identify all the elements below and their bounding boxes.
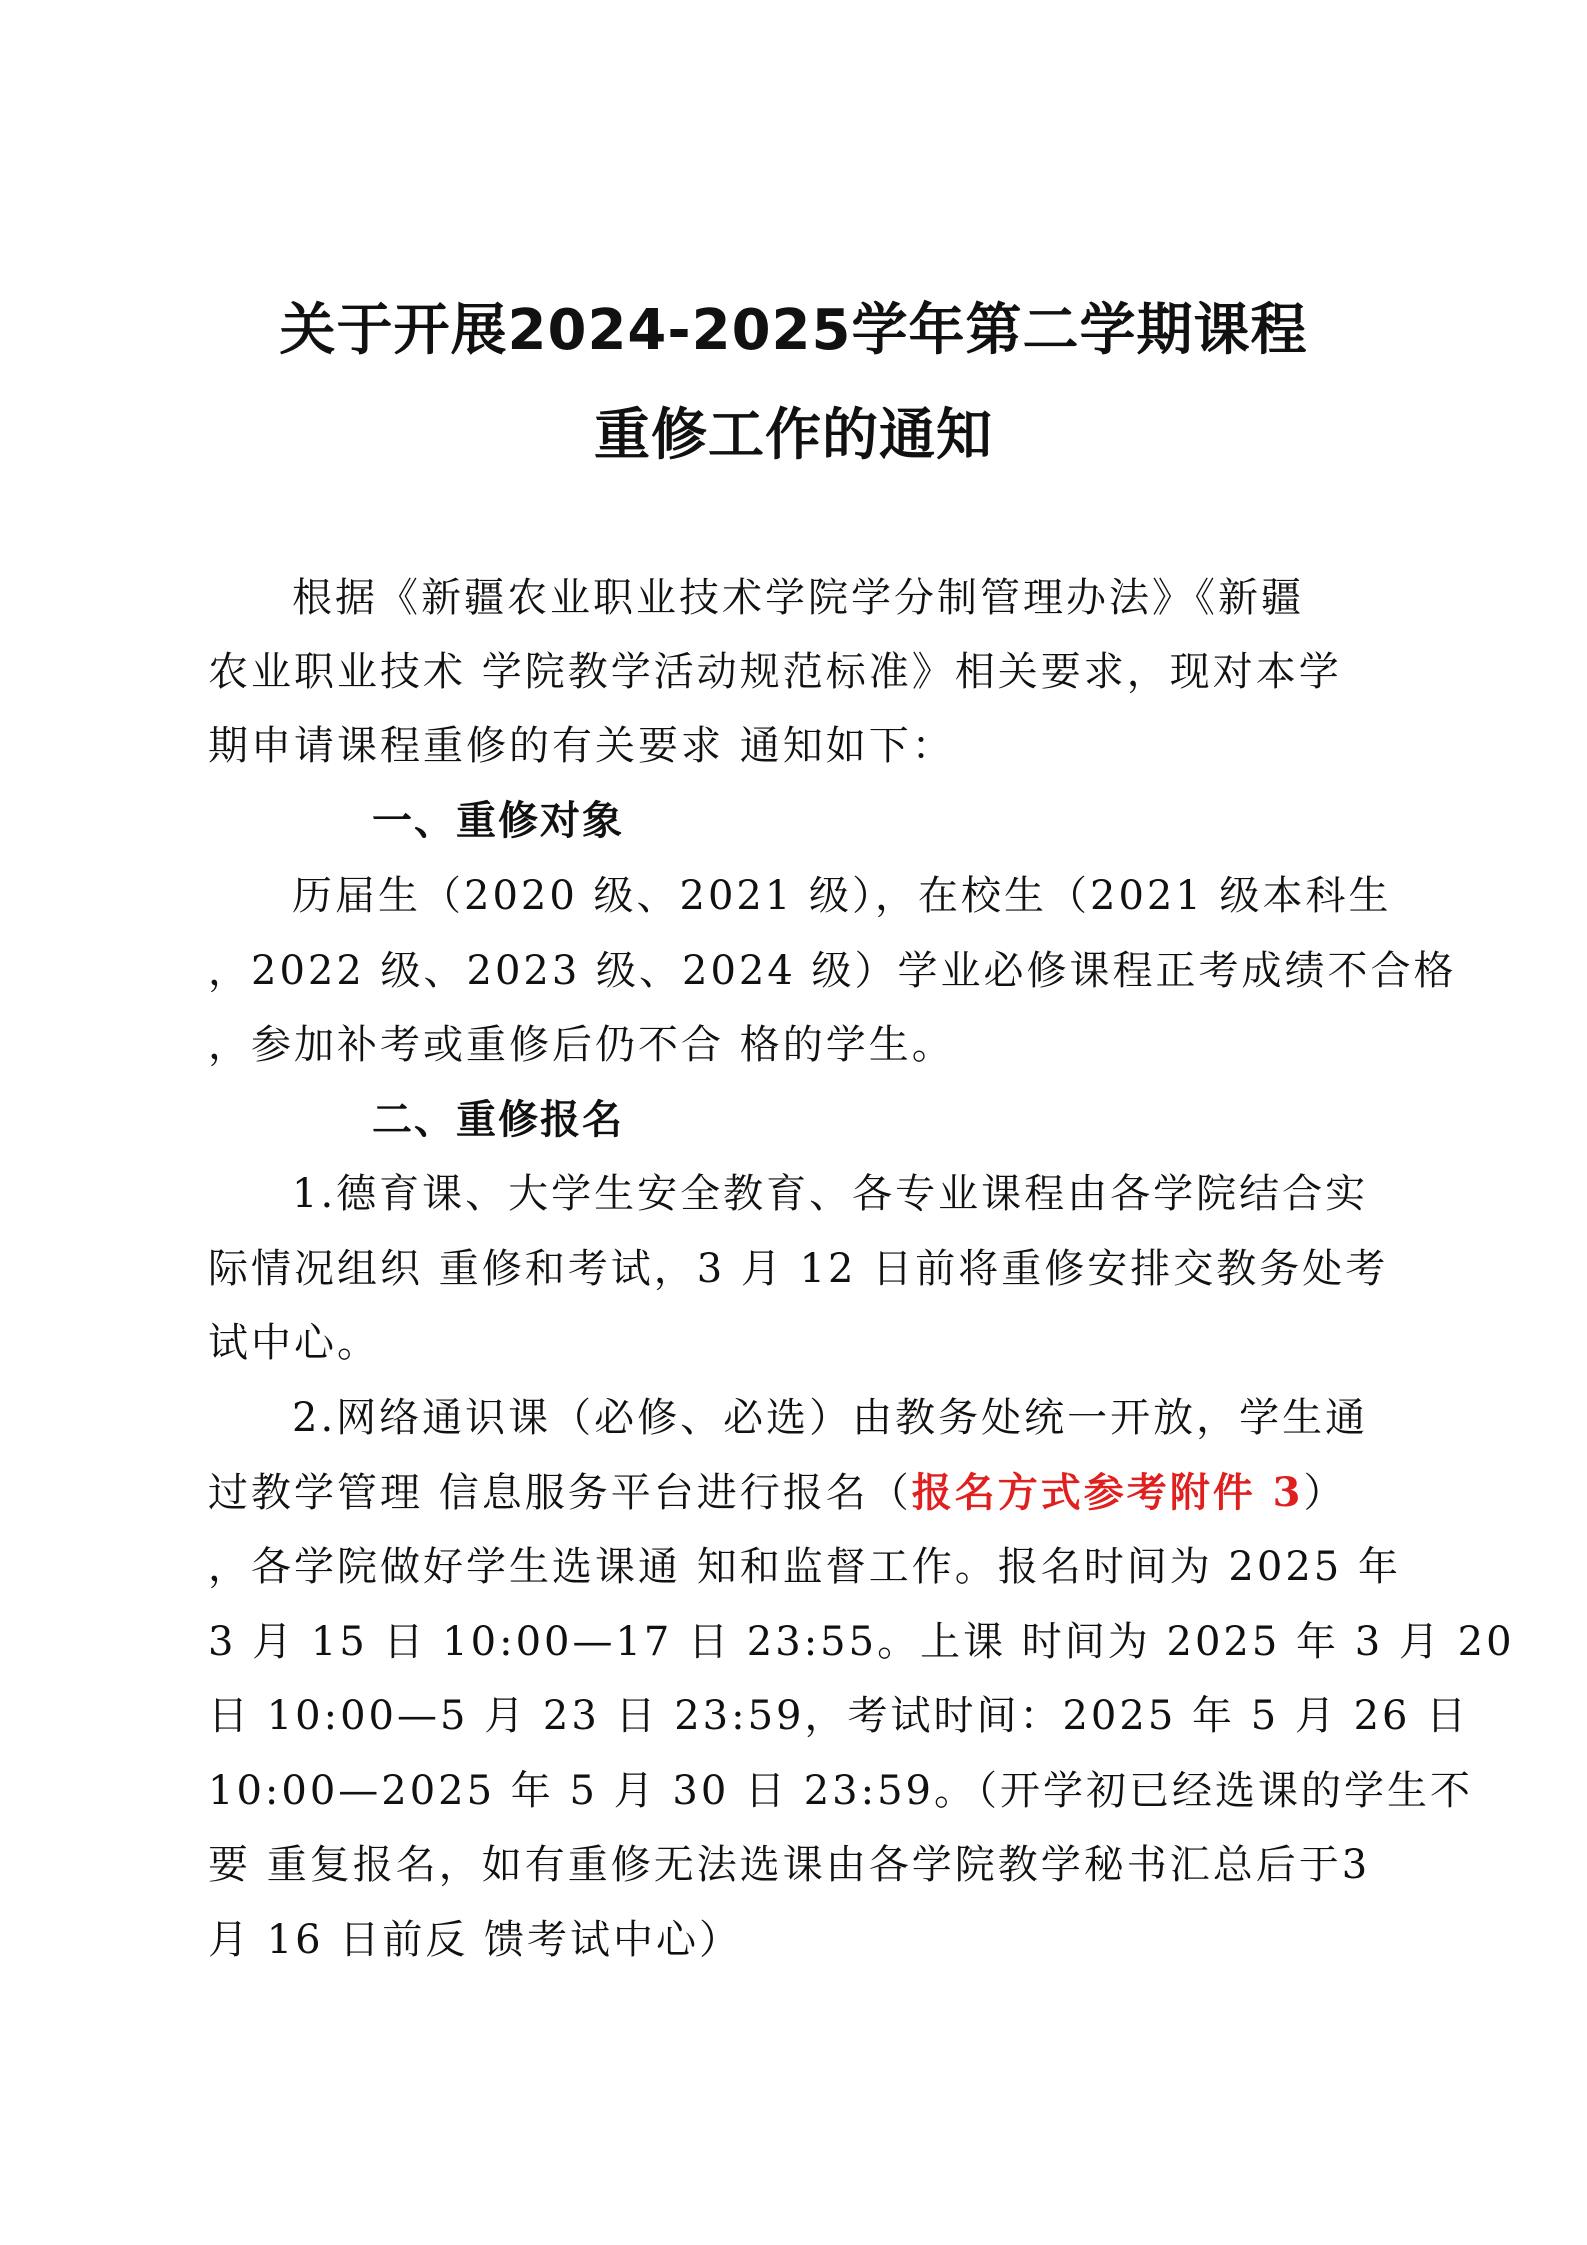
item2-line-3: ，各学院做好学生选课通 知和监督工作。报名时间为 2025 年 [208, 1544, 1401, 1590]
item2-line-2 [208, 1456, 1388, 1530]
document-title-line-1: 关于开展2024-2025学年第二学期课程 [279, 298, 1308, 363]
section1-line-3: ，参加补考或重修后仍不合 格的学生。 [208, 1022, 955, 1068]
item1-line-1: 1.德育课、大学生安全教育、各专业课程由各学院结合实 [292, 1171, 1369, 1217]
section-heading-registration: 二、重修报名 [372, 1097, 624, 1143]
intro-line-1: 根据《新疆农业职业技术学院学分制管理办法》《新疆 [292, 575, 1304, 621]
section1-line-1: 历届生（2020 级、2021 级），在校生（2021 级本科生 [292, 873, 1392, 919]
document-title-line-2: 重修工作的通知 [594, 403, 993, 468]
attachment-reference-highlight: 报名方式参考附件 3 [911, 1469, 1304, 1516]
item2-line-6: 10:00—2025 年 5 月 30 日 23:59。（开学初已经选课的学生不 [208, 1768, 1473, 1814]
item2-line-4: 3 月 15 日 10:00—17 日 23:55。上课 时间为 2025 年 3 月 20 [208, 1619, 1515, 1665]
section-heading-targets: 一、重修对象 [372, 798, 624, 844]
intro-line-3: 期申请课程重修的有关要求 通知如下： [208, 723, 955, 769]
item2-line-8: 月 16 日前反 馈考试中心） [208, 1917, 743, 1963]
item2-line-2-suffix: ） [1303, 1470, 1347, 1516]
item2-line-7: 要 重复报名，如有重修无法选课由各学院教学秘书汇总后于3 [208, 1842, 1371, 1888]
item1-line-2: 际情况组织 重修和考试，3 月 12 日前将重修安排交教务处考 [208, 1246, 1389, 1292]
intro-line-2: 农业职业技术 学院教学活动规范标准》相关要求，现对本学 [208, 649, 1342, 695]
section1-line-2: ，2022 级、2023 级、2024 级）学业必修课程正考成绩不合格 [208, 948, 1457, 994]
item2-line-5: 日 10:00—5 月 23 日 23:59，考试时间：2025 年 5 月 26 日 [208, 1693, 1470, 1739]
item1-line-3: 试中心。 [208, 1320, 380, 1366]
item2-line-2-prefix: 过教学管理 信息服务平台进行报名（ [208, 1470, 912, 1516]
item2-line-1: 2.网络通识课（必修、必选）由教务处统一开放，学生通 [292, 1395, 1369, 1441]
